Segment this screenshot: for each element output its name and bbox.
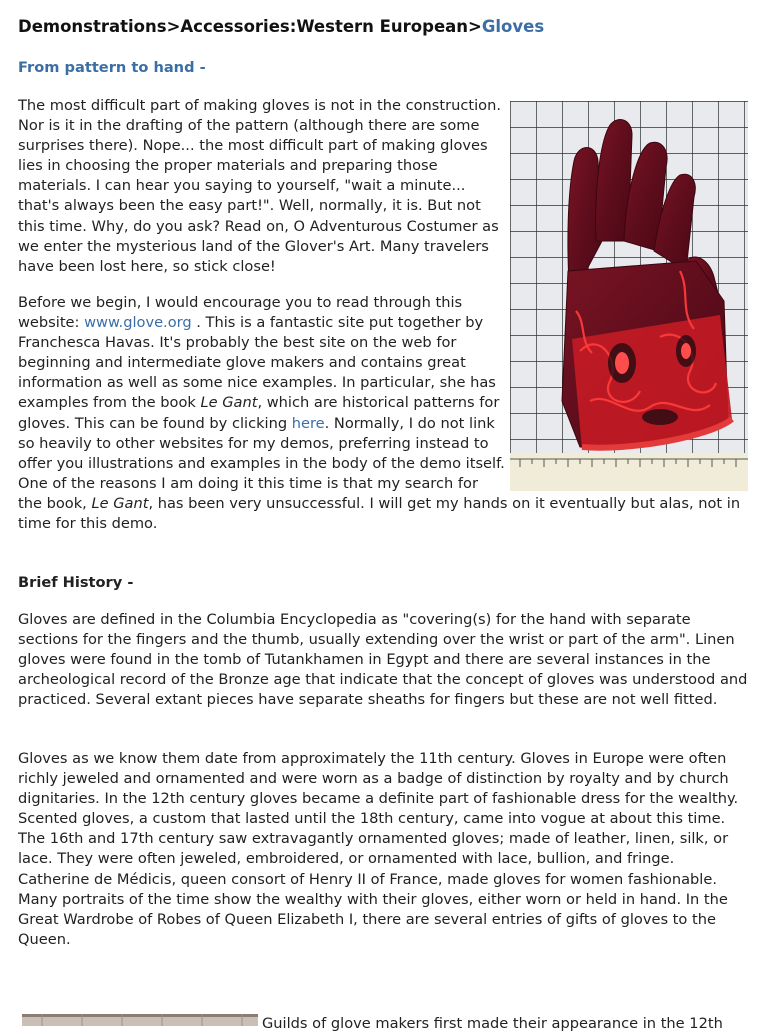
breadcrumb-path: Demonstrations>Accessories:Western European> [18,17,482,36]
paragraph-guilds: Guilds of glove makers first made their appearance in the 12th [262,1015,723,1032]
paragraph-intro: The most difficult part of making gloves is not in the construction. Nor is it in the drafting of the pattern (although there are some surprises there). Nope... the most difficult part of making gloves lies in choosing the proper materials and preparing those materials. I can hear you saying to yourself, "wait a minute... that's always been the easy part!". Well, normally, it is. But not this time. Why, do you ask? Read on, O Adventurous Costumer as we enter the mysterious land of the Glover's Art. Many travelers have been lost here, so stick close! [18,97,501,275]
paragraph-definition: Gloves are defined in the Columbia Encyclopedia as "covering(s) for the hand with separate sections for the fingers and the thumb, usually extending over the wrist or part of the arm". Linen gloves were found in the tomb of Tutankhamen in Egypt and there are several instances in the archeological record of the Bronze age that indicate that the concept of gloves was understood and practiced. Several extant pieces have separate sheaths for fingers but these are not well fitted. [18,611,748,709]
glove-photo [510,101,748,491]
paragraph-history: Gloves as we know them date from approximately the 11th century. Gloves in Europe were often richly jeweled and ornamented and were worn as a badge of distinction by royalty and by church dignitaries. In the 12th century gloves became a definite part of fashionable dress for the wealthy. Scented gloves, a custom that lasted until the 18th century, came into vogue at about this time. The 16th and 17th century saw extravagantly ornamented gloves; made of leather, linen, silk, or lace. They were often jeweled, embroidered, or ornamented with lace, bullion, and fringe. Catherine de Médicis, queen consort of Henry II of France, made gloves for women fashionable. Many portraits of the time show the wealthy with their gloves, either worn or held in hand. In the Great Wardrobe of Robes of Queen Elizabeth I, there are several entries of gifts of gloves to the Queen. [18,750,739,948]
section-heading-pattern[interactable]: From pattern to hand - [18,59,206,76]
section-heading-history: Brief History - [18,574,134,591]
text-run: Before we begin, I would encourage you to read through this website: [18,294,463,332]
breadcrumb [18,17,544,37]
book-title: Le Gant [200,394,258,412]
book-title: Le Gant [91,494,149,512]
bottom-photo [22,1014,258,1026]
here-link[interactable]: here [291,414,325,432]
breadcrumb-current[interactable]: Gloves [481,17,545,36]
text-run: . This is a fantastic site put together by Franchesca Havas. It's probably the best site on the web for beginning and intermediate glove makers and contains great information as well as some nice examples. In particular, she has examples from the book [18,314,496,412]
text-run: . Normally, I do not link so heavily to other websites for my demos, preferring instead to offer you illustrations and examples in the body of the demo itself. One of the reasons I am doing it this time is that my search for the book, [18,414,505,512]
glove-org-link[interactable]: www.glove.org [84,314,192,332]
text-run: , has been very unsuccessful. I will get my hands on it eventually but alas, not in time for this demo. [18,494,741,533]
text-run: , which are historical patterns for gloves. This can be found by clicking [18,394,500,432]
